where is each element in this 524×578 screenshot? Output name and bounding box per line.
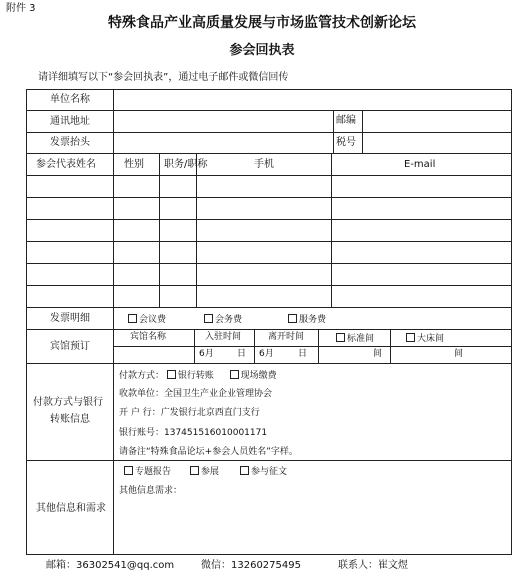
hotel-name-header: 宾馆名称: [130, 332, 167, 342]
essay-option[interactable]: 参与征文: [240, 466, 287, 477]
checkbox-icon: [240, 466, 249, 475]
checkbox-icon: [336, 333, 345, 342]
standard-room-unit: 间: [373, 349, 383, 359]
checkbox-icon: [230, 370, 239, 379]
invoice-detail-label: 发票明细: [50, 313, 90, 324]
form-title: 参会回执表: [229, 43, 295, 58]
invoice-title-label: 发票抬头: [50, 137, 90, 148]
page-title: 特殊食品产业高质量发展与市场监管技术创新论坛: [108, 15, 416, 31]
unit-name-label: 单位名称: [50, 94, 90, 105]
contact-wechat: 微信：13260275495: [201, 560, 301, 571]
account-text: 银行账号：137451516010001171: [119, 428, 268, 438]
tax-no-field[interactable]: [363, 133, 511, 152]
checkin-header: 入驻时间: [205, 332, 242, 342]
checkbox-icon: [128, 314, 137, 323]
address-label: 通讯地址: [50, 116, 90, 127]
table-row[interactable]: [27, 264, 511, 284]
king-room-option[interactable]: 大床间: [406, 333, 444, 344]
other-needs-field[interactable]: [114, 500, 511, 554]
checkbox-icon: [124, 466, 133, 475]
other-needs-label: 其他信息需求：: [119, 486, 183, 496]
tax-no-label: 税号: [336, 137, 356, 148]
position-header: 职务/职称: [164, 159, 208, 170]
checkbox-icon: [288, 314, 297, 323]
topic-report-option[interactable]: 专题报告: [124, 466, 171, 477]
postcode-label: 邮编: [336, 115, 356, 126]
checkout-day: 日: [298, 349, 308, 359]
hotel-booking-label: 宾馆预订: [50, 341, 90, 352]
table-row[interactable]: [27, 198, 511, 218]
table-row[interactable]: [27, 220, 511, 240]
rep-name-header: 参会代表姓名: [36, 159, 96, 170]
hotel-name-field[interactable]: [114, 347, 193, 362]
gender-header: 性别: [124, 159, 144, 170]
address-field[interactable]: [114, 111, 332, 131]
bank-text: 开 户 行：广发银行北京西直门支行: [119, 408, 260, 418]
payment-method-row: 付款方式： 银行转账 现场缴费: [119, 371, 277, 381]
remark-text: 请备注“特殊食品论坛+参会人员姓名”字样。: [119, 447, 298, 457]
checkbox-icon: [406, 333, 415, 342]
instruction-text: 请详细填写以下“参会回执表”，通过电子邮件或微信回传: [38, 72, 289, 83]
bank-transfer-option[interactable]: 银行转账: [167, 371, 214, 381]
unit-name-field[interactable]: [113, 90, 512, 110]
fee-meeting-option[interactable]: 会议费: [128, 314, 166, 325]
phone-header: 手机: [254, 159, 274, 170]
fee-service-option[interactable]: 服务费: [288, 314, 326, 325]
table-row[interactable]: [27, 286, 511, 306]
checkbox-icon: [204, 314, 213, 323]
checkbox-icon: [190, 466, 199, 475]
checkout-header: 离开时间: [268, 332, 305, 342]
payment-label-line2: 转账信息: [50, 414, 90, 425]
postcode-field[interactable]: [363, 111, 511, 131]
payment-label-line1: 付款方式与银行: [33, 397, 103, 408]
fee-affairs-option[interactable]: 会务费: [204, 314, 242, 325]
contact-email: 邮箱：36302541@qq.com: [46, 560, 175, 571]
checkbox-icon: [167, 370, 176, 379]
checkout-month: 6月: [259, 349, 274, 359]
payee-text: 收款单位：全国卫生产业企业管理协会: [119, 389, 273, 399]
table-row[interactable]: [27, 242, 511, 262]
exhibit-option[interactable]: 参展: [190, 466, 219, 477]
checkin-month: 6月: [199, 349, 214, 359]
standard-room-option[interactable]: 标准间: [336, 333, 374, 344]
king-room-unit: 间: [454, 349, 464, 359]
invoice-title-field[interactable]: [114, 133, 332, 152]
table-row[interactable]: [27, 176, 511, 196]
onsite-payment-option[interactable]: 现场缴费: [230, 371, 277, 381]
other-info-label: 其他信息和需求: [36, 503, 106, 514]
attachment-label: 附件 3: [6, 3, 36, 14]
checkin-day: 日: [237, 349, 247, 359]
contact-person: 联系人：崔文煜: [338, 560, 408, 571]
email-header: E-mail: [404, 159, 436, 170]
